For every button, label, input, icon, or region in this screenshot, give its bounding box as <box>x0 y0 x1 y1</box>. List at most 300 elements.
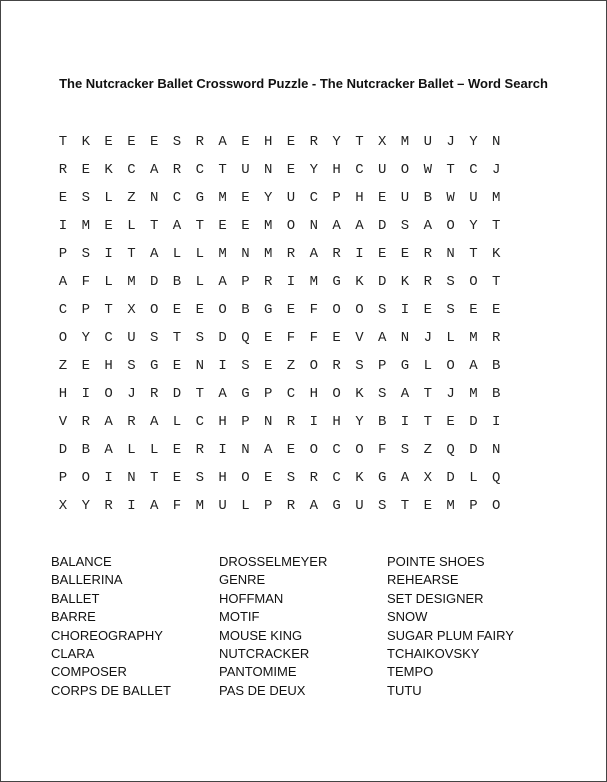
word-list-item: SUGAR PLUM FAIRY <box>387 627 514 643</box>
grid-letter: E <box>377 190 387 206</box>
grid-letter: A <box>400 470 410 486</box>
grid-letter: P <box>241 274 250 290</box>
grid-letter: M <box>469 386 478 402</box>
grid-letter: R <box>332 358 341 374</box>
grid-letter: K <box>81 134 90 150</box>
grid-letter: N <box>263 414 273 430</box>
grid-letter: E <box>172 302 182 318</box>
grid-letter: G <box>263 302 273 318</box>
grid-letter: P <box>263 498 273 514</box>
grid-letter: C <box>172 190 182 206</box>
grid-letter: U <box>355 498 364 514</box>
grid-letter: R <box>172 162 182 178</box>
grid-letter: M <box>491 190 501 206</box>
word-list-item: PAS DE DEUX <box>219 682 306 698</box>
grid-letter: A <box>309 498 318 514</box>
grid-letter: I <box>400 302 410 318</box>
grid-letter: R <box>309 134 318 150</box>
grid-letter: E <box>286 442 296 458</box>
word-list-item: NUTCRACKER <box>219 646 310 661</box>
grid-letter: O <box>81 470 90 486</box>
grid-letter: S <box>241 358 250 374</box>
word-list-item: TEMPO <box>387 664 434 680</box>
grid-letter: H <box>332 162 341 178</box>
grid-letter: I <box>400 414 410 430</box>
grid-letter: U <box>423 134 432 150</box>
grid-letter: F <box>81 274 90 290</box>
grid-letter: E <box>263 358 273 374</box>
grid-letter: P <box>81 302 90 318</box>
grid-letter: J <box>446 134 455 150</box>
grid-letter: D <box>469 414 478 430</box>
grid-letter: E <box>81 358 90 374</box>
grid-letter: G <box>195 190 204 206</box>
grid-letter: C <box>195 414 204 430</box>
grid-letter: A <box>218 386 227 402</box>
grid-letter: A <box>309 246 318 262</box>
word-list-item: BALLERINA <box>51 572 123 588</box>
grid-letter: T <box>423 386 432 402</box>
grid-letter: Y <box>355 414 364 430</box>
grid-letter: N <box>263 162 273 178</box>
grid-letter: L <box>127 218 136 234</box>
grid-letter: R <box>309 470 318 486</box>
grid-letter: M <box>81 218 90 234</box>
grid-letter: E <box>81 162 90 178</box>
grid-letter: O <box>469 274 478 290</box>
grid-letter: U <box>127 330 136 346</box>
word-list-item: CORPS DE BALLET <box>51 682 171 698</box>
word-list-item: SNOW <box>387 609 428 625</box>
grid-letter: M <box>469 330 478 346</box>
grid-letter: O <box>355 302 364 318</box>
grid-letter: H <box>104 358 113 374</box>
grid-letter: N <box>241 442 250 458</box>
grid-letter: T <box>355 134 364 150</box>
grid-letter: Z <box>423 442 432 458</box>
word-list-item: CHOREOGRAPHY <box>51 627 163 643</box>
grid-letter: J <box>446 386 455 402</box>
grid-letter: J <box>423 330 432 346</box>
grid-letter: E <box>241 218 250 234</box>
grid-letter: P <box>241 414 250 430</box>
word-list-item: REHEARSE <box>387 572 459 588</box>
grid-letter: K <box>400 274 410 290</box>
grid-letter: O <box>218 302 227 318</box>
grid-letter: E <box>446 414 455 430</box>
grid-letter: Q <box>491 470 501 486</box>
grid-letter: L <box>446 330 455 346</box>
grid-letter: N <box>446 246 455 262</box>
grid-letter: T <box>172 330 182 346</box>
grid-letter: I <box>104 470 113 486</box>
grid-letter: E <box>263 330 273 346</box>
grid-letter: P <box>377 358 387 374</box>
grid-letter: R <box>286 498 296 514</box>
grid-letter: F <box>172 498 182 514</box>
grid-letter: U <box>241 162 250 178</box>
word-list-item: HOFFMAN <box>219 590 284 606</box>
grid-letter: T <box>195 386 204 402</box>
grid-letter: S <box>195 330 204 346</box>
grid-letter: Y <box>309 162 318 178</box>
grid-letter: T <box>423 414 432 430</box>
grid-letter: E <box>263 470 273 486</box>
grid-letter: E <box>469 302 478 318</box>
grid-letter: R <box>104 498 113 514</box>
grid-letter: I <box>218 358 227 374</box>
grid-letter: D <box>446 470 455 486</box>
grid-letter: A <box>218 134 227 150</box>
word-list-item: COMPOSER <box>51 664 127 680</box>
grid-letter: S <box>377 386 387 402</box>
grid-letter: T <box>400 498 410 514</box>
grid-letter: C <box>104 330 113 346</box>
grid-letter: Q <box>241 330 250 346</box>
grid-letter: E <box>104 134 113 150</box>
grid-letter: F <box>286 330 296 346</box>
grid-letter: S <box>286 470 296 486</box>
grid-letter: L <box>127 442 136 458</box>
grid-letter: M <box>263 218 273 234</box>
grid-letter: T <box>104 302 113 318</box>
grid-letter: C <box>355 162 364 178</box>
grid-letter: E <box>149 134 159 150</box>
grid-letter: L <box>195 274 204 290</box>
grid-letter: E <box>104 218 113 234</box>
grid-letter: R <box>81 414 90 430</box>
grid-letter: A <box>149 498 159 514</box>
grid-letter: Y <box>81 330 90 346</box>
grid-letter: E <box>423 498 432 514</box>
grid-letter: R <box>58 162 68 178</box>
grid-letter: B <box>491 358 501 374</box>
word-list <box>1 1 606 781</box>
grid-letter: K <box>355 386 364 402</box>
grid-letter: Y <box>469 134 478 150</box>
grid-letter: O <box>332 386 341 402</box>
grid-letter: T <box>58 134 68 150</box>
grid-letter: S <box>377 498 387 514</box>
grid-letter: D <box>58 442 68 458</box>
grid-letter: N <box>241 246 250 262</box>
grid-letter: H <box>263 134 273 150</box>
word-list-item: PANTOMIME <box>219 664 297 680</box>
grid-letter: U <box>218 498 227 514</box>
grid-letter: M <box>127 274 136 290</box>
grid-letter: E <box>241 134 250 150</box>
grid-letter: R <box>195 442 204 458</box>
grid-letter: G <box>332 498 341 514</box>
grid-letter: M <box>195 498 204 514</box>
grid-letter: Y <box>332 134 341 150</box>
grid-letter: Z <box>58 358 68 374</box>
word-list-item: MOUSE KING <box>219 627 303 643</box>
word-list-item: SET DESIGNER <box>387 590 484 606</box>
grid-letter: P <box>332 190 341 206</box>
grid-letter: R <box>263 274 273 290</box>
grid-letter: L <box>423 358 432 374</box>
grid-letter: D <box>377 218 387 234</box>
grid-letter: A <box>400 386 410 402</box>
grid-letter: G <box>332 274 341 290</box>
grid-letter: K <box>491 246 501 262</box>
grid-letter: R <box>423 246 432 262</box>
grid-letter: J <box>127 386 136 402</box>
word-list-item: BARRE <box>51 609 96 625</box>
grid-letter: Y <box>469 218 478 234</box>
grid-letter: N <box>309 218 318 234</box>
grid-letter: G <box>149 358 159 374</box>
grid-letter: C <box>286 386 296 402</box>
grid-letter: Y <box>263 190 273 206</box>
grid-letter: P <box>58 470 68 486</box>
word-list-item: TUTU <box>387 682 422 698</box>
grid-letter: G <box>377 470 387 486</box>
grid-letter: T <box>469 246 478 262</box>
grid-letter: I <box>58 218 68 234</box>
grid-letter: X <box>377 134 387 150</box>
grid-letter: E <box>218 218 227 234</box>
grid-letter: F <box>377 442 387 458</box>
grid-letter: O <box>241 470 250 486</box>
grid-letter: A <box>218 274 227 290</box>
grid-letter: N <box>149 190 159 206</box>
grid-letter: S <box>377 302 387 318</box>
grid-letter: O <box>149 302 159 318</box>
grid-letter: H <box>218 470 227 486</box>
grid-letter: S <box>172 134 182 150</box>
grid-letter: E <box>195 302 204 318</box>
grid-letter: H <box>355 190 364 206</box>
grid-letter: A <box>104 442 113 458</box>
grid-letter: D <box>218 330 227 346</box>
grid-letter: U <box>286 190 296 206</box>
grid-letter: A <box>469 358 478 374</box>
grid-letter: E <box>127 134 136 150</box>
word-list-item: BALANCE <box>51 554 112 569</box>
grid-letter: I <box>309 414 318 430</box>
grid-letter: X <box>423 470 432 486</box>
grid-letter: H <box>58 386 68 402</box>
grid-letter: N <box>195 358 204 374</box>
grid-letter: A <box>149 162 159 178</box>
grid-letter: B <box>491 386 501 402</box>
grid-letter: I <box>218 442 227 458</box>
grid-letter: S <box>195 470 204 486</box>
grid-letter: A <box>172 218 182 234</box>
grid-letter: L <box>469 470 478 486</box>
grid-letter: Z <box>286 358 296 374</box>
word-list-item: MOTIF <box>219 609 260 625</box>
grid-letter: N <box>400 330 410 346</box>
grid-letter: E <box>423 302 432 318</box>
grid-letter: L <box>104 274 113 290</box>
grid-letter: M <box>446 498 455 514</box>
grid-letter: S <box>400 442 410 458</box>
grid-letter: K <box>355 470 364 486</box>
grid-letter: I <box>127 498 136 514</box>
grid-letter: S <box>355 358 364 374</box>
grid-letter: G <box>241 386 250 402</box>
grid-letter: T <box>218 162 227 178</box>
grid-letter: L <box>172 414 182 430</box>
grid-letter: E <box>58 190 68 206</box>
grid-letter: E <box>172 470 182 486</box>
grid-letter: T <box>446 162 455 178</box>
grid-letter: R <box>195 134 204 150</box>
grid-letter: E <box>286 162 296 178</box>
grid-letter: C <box>332 442 341 458</box>
grid-letter: H <box>218 414 227 430</box>
grid-letter: L <box>104 190 113 206</box>
grid-letter: O <box>104 386 113 402</box>
grid-letter: S <box>400 218 410 234</box>
grid-letter: E <box>332 330 341 346</box>
grid-letter: H <box>309 386 318 402</box>
grid-letter: T <box>195 218 204 234</box>
grid-letter: R <box>423 274 432 290</box>
grid-letter: L <box>241 498 250 514</box>
grid-letter: B <box>241 302 250 318</box>
grid-letter: A <box>263 442 273 458</box>
grid-letter: U <box>469 190 478 206</box>
grid-letter: L <box>172 246 182 262</box>
grid-letter: K <box>104 162 113 178</box>
grid-letter: E <box>241 190 250 206</box>
word-list-item: DROSSELMEYER <box>219 554 328 569</box>
grid-letter: O <box>446 358 455 374</box>
grid-letter: C <box>332 470 341 486</box>
grid-letter: B <box>81 442 90 458</box>
grid-letter: E <box>172 442 182 458</box>
grid-letter: A <box>377 330 387 346</box>
grid-letter: T <box>491 218 501 234</box>
grid-letter: H <box>332 414 341 430</box>
grid-letter: C <box>469 162 478 178</box>
page-title: The Nutcracker Ballet Crossword Puzzle - The Nutcracker Ballet – Word Search <box>59 76 548 91</box>
grid-letter: O <box>309 442 318 458</box>
grid-letter: F <box>309 302 318 318</box>
grid-letter: M <box>400 134 410 150</box>
grid-letter: O <box>491 498 501 514</box>
grid-letter: N <box>491 442 501 458</box>
grid-letter: T <box>149 218 159 234</box>
grid-letter: P <box>58 246 68 262</box>
grid-letter: D <box>377 274 387 290</box>
grid-letter: C <box>195 162 204 178</box>
word-list-item: GENRE <box>219 572 266 588</box>
grid-letter: E <box>377 246 387 262</box>
grid-letter: C <box>58 302 68 318</box>
grid-letter: A <box>104 414 113 430</box>
grid-letter: P <box>263 386 273 402</box>
grid-letter: U <box>400 190 410 206</box>
grid-letter: I <box>491 414 501 430</box>
grid-letter: O <box>58 330 68 346</box>
grid-letter: L <box>149 442 159 458</box>
grid-letter: E <box>172 358 182 374</box>
word-list-item: POINTE SHOES <box>387 554 485 569</box>
grid-letter: R <box>286 414 296 430</box>
grid-letter: A <box>58 274 68 290</box>
grid-letter: B <box>377 414 387 430</box>
grid-letter: S <box>127 358 136 374</box>
word-list-item: CLARA <box>51 646 95 661</box>
grid-letter: A <box>355 218 364 234</box>
grid-letter: S <box>446 274 455 290</box>
grid-letter: S <box>446 302 455 318</box>
grid-letter: W <box>423 162 432 178</box>
grid-letter: N <box>491 134 501 150</box>
grid-letter: E <box>286 302 296 318</box>
grid-letter: I <box>355 246 364 262</box>
grid-letter: S <box>149 330 159 346</box>
grid-letter: O <box>286 218 296 234</box>
grid-letter: C <box>309 190 318 206</box>
grid-letter: V <box>355 330 364 346</box>
grid-letter: K <box>355 274 364 290</box>
grid-letter: A <box>149 414 159 430</box>
grid-letter: A <box>149 246 159 262</box>
grid-letter: R <box>332 246 341 262</box>
grid-letter: R <box>286 246 296 262</box>
grid-letter: I <box>81 386 90 402</box>
grid-letter: O <box>446 218 455 234</box>
grid-letter: Z <box>127 190 136 206</box>
grid-letter: U <box>377 162 387 178</box>
grid-letter: D <box>149 274 159 290</box>
grid-letter: F <box>309 330 318 346</box>
grid-letter: Q <box>446 442 455 458</box>
grid-letter: R <box>149 386 159 402</box>
grid-letter: L <box>195 246 204 262</box>
word-list-item: BALLET <box>51 590 100 606</box>
grid-letter: V <box>58 414 68 430</box>
grid-letter: O <box>355 442 364 458</box>
grid-letter: O <box>400 162 410 178</box>
word-list-item: TCHAIKOVSKY <box>387 646 480 661</box>
grid-letter: E <box>286 134 296 150</box>
grid-letter: D <box>469 442 478 458</box>
grid-letter: G <box>400 358 410 374</box>
grid-letter: E <box>491 302 501 318</box>
grid-letter: E <box>400 246 410 262</box>
grid-letter: T <box>491 274 501 290</box>
grid-letter: M <box>309 274 318 290</box>
grid-letter: T <box>127 246 136 262</box>
grid-letter: B <box>423 190 432 206</box>
grid-letter: W <box>446 190 455 206</box>
grid-letter: M <box>263 246 273 262</box>
grid-letter: T <box>149 470 159 486</box>
grid-letter: R <box>491 330 501 346</box>
grid-letter: O <box>332 302 341 318</box>
grid-letter: I <box>104 246 113 262</box>
grid-letter: J <box>491 162 501 178</box>
grid-letter: M <box>218 246 227 262</box>
grid-letter: D <box>172 386 182 402</box>
grid-letter: R <box>127 414 136 430</box>
grid-letter: X <box>127 302 136 318</box>
grid-letter: A <box>423 218 432 234</box>
grid-letter: M <box>218 190 227 206</box>
grid-letter: O <box>309 358 318 374</box>
grid-letter: S <box>81 246 90 262</box>
grid-letter: N <box>127 470 136 486</box>
grid-letter: B <box>172 274 182 290</box>
grid-letter: Y <box>81 498 90 514</box>
